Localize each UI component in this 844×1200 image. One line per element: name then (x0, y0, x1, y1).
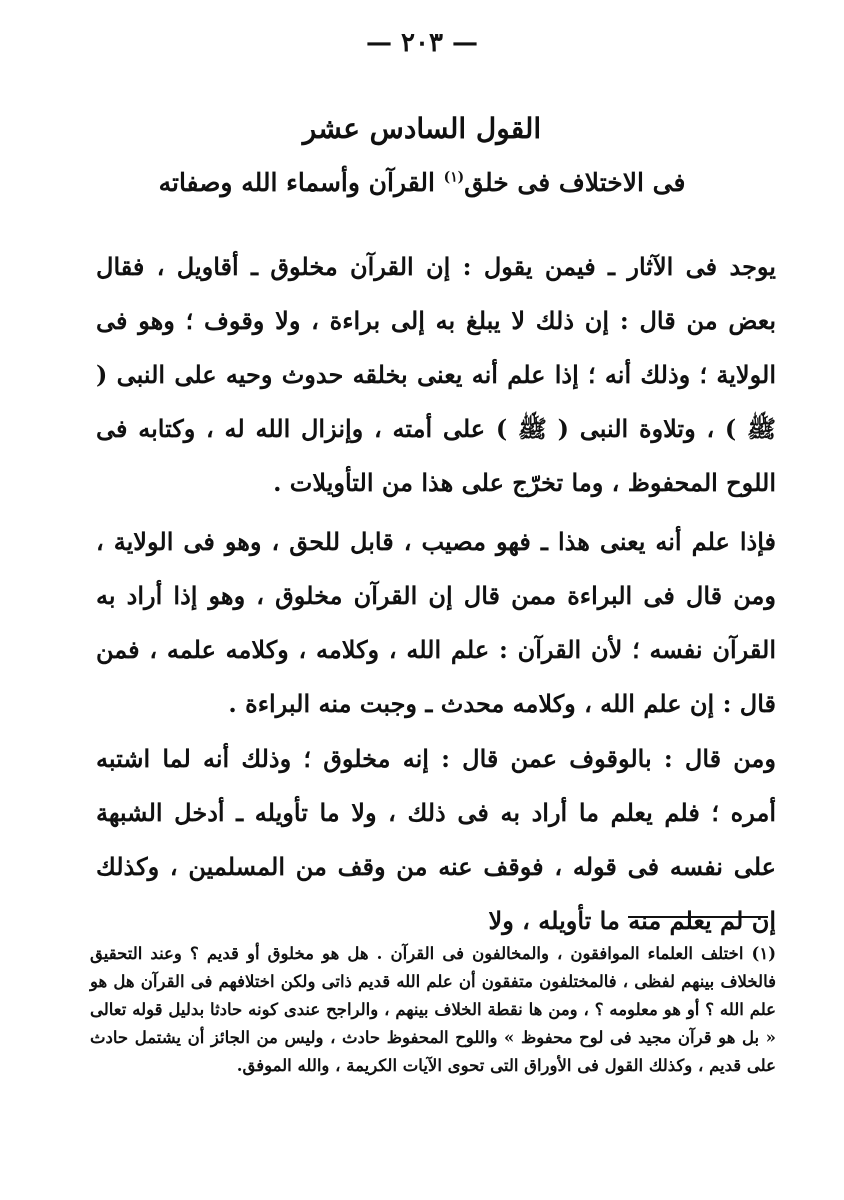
section-title: القول السادس عشر (302, 112, 542, 145)
paragraph-3-text: ومن قال : بالوقوف عمن قال : إنه مخلوق ؛ وذلك أنه لما اشتبه أمره ؛ فلم يعلم ما أراد به فى ذلك ، ولا ما تأويله ـ أدخل الشبهة على نفسه فى قوله ، فوقف عنه من وقف من المسلمين ، وكذلك إن لم يعلم منه ما تأويله ، ولا (96, 744, 776, 935)
subtitle-text-start: فى الاختلاف فى خلق (464, 168, 686, 197)
footnote (90, 940, 776, 1080)
footnote-text: (١) اختلف العلماء الموافقون ، والمخالفون فى القرآن . هل هو مخلوق أو قديم ؟ وعند التحقيق فالخلاف بينهم لفظى ، فالمختلفون متفقون أن علم الله قديم ذاتى ولكن اختلافهم فى القرآن هل هو علم الله ؟ أو هو معلومه ؟ ، ومن ها نقطة الخلاف بينهم ، والراجح عندى كونه حادثا بدليل قوله تعالى « بل هو قرآن مجيد فى لوح محفوظ » واللوح المحفوظ حادث ، وليس من الجائز أن يشتمل حادث على قديم ، وكذلك القول فى الأوراق التى تحوى الآيات الكريمة ، والله الموفق. (90, 944, 776, 1075)
paragraph-2-text: فإذا علم أنه يعنى هذا ـ فهو مصيب ، قابل للحق ، وهو فى الولاية ، ومن قال فى البراءة ممن قال إن القرآن مخلوق ، وهو إذا أراد به القرآن نفسه ؛ لأن القرآن : علم الله ، وكلامه ، وكلامه علمه ، فمن قال : إن علم الله ، وكلامه محدث ـ وجبت منه البراءة . (96, 527, 777, 718)
subtitle-text-end: القرآن وأسماء الله وصفاته (158, 168, 444, 197)
paragraph-2 (96, 515, 776, 731)
section-subtitle (90, 168, 754, 197)
paragraph-1-text: يوجد فى الآثار ـ فيمن يقول : إن القرآن مخلوق ـ أقاويل ، فقال بعض من قال : إن ذلك لا يبلغ به إلى براءة ، ولا وقوف ؛ وهو فى الولاية ؛ وذلك أنه ؛ إذا علم أنه يعنى بخلقه حدوث وحيه على النبى ( ﷺ ) ، وتلاوة النبى ( ﷺ ) على أمته ، وإنزال الله له ، وكتابه فى اللوح المحفوظ ، وما تخرّج على هذا من التأويلات . (96, 252, 776, 497)
paragraph-1 (96, 240, 776, 510)
footnote-reference: (١) (443, 169, 465, 186)
page-number: — ٢٠٣ — (365, 28, 479, 58)
footnote-divider (628, 916, 768, 918)
